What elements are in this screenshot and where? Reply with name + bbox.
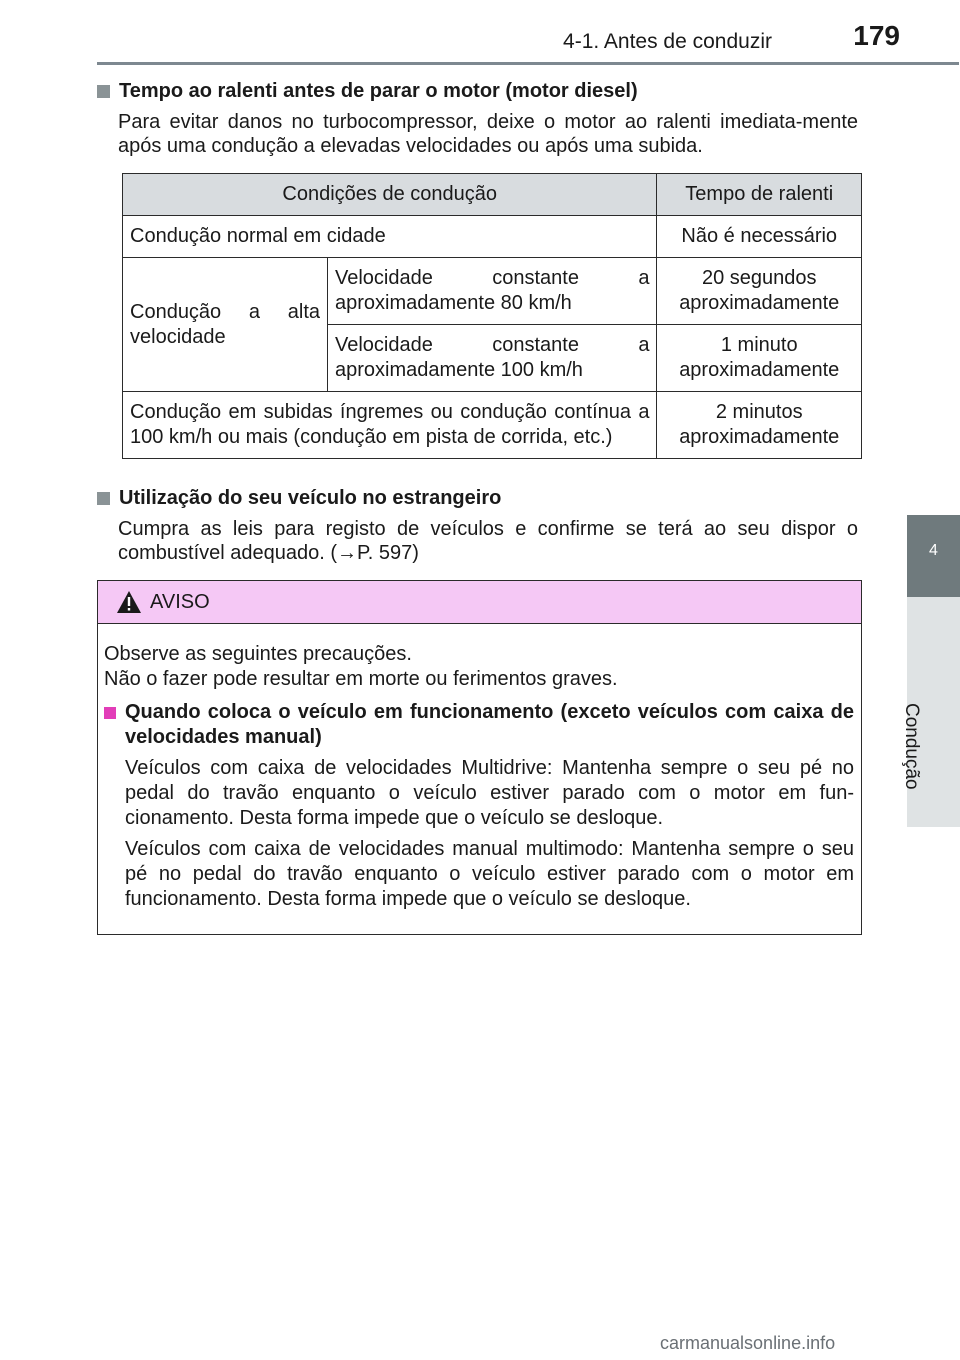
square-bullet-icon [97, 85, 110, 98]
table-cell: Condução em subidas íngremes ou condução contínua a 100 km/h ou mais (condução em pista de corrida, etc.) [123, 392, 657, 459]
table-cell: 1 minuto aproximadamente [657, 325, 862, 392]
table-cell: Condução normal em cidade [123, 216, 657, 258]
section-heading-text: Utilização do seu veículo no estrangeiro [119, 487, 502, 509]
square-bullet-icon [104, 707, 116, 719]
table-header-row [123, 174, 862, 216]
table-row [123, 216, 862, 258]
idle-time-table [122, 173, 862, 459]
table-cell: 2 minutos aproximadamente [657, 392, 862, 459]
section-heading-idle [97, 80, 638, 103]
warning-intro: Observe as seguintes precauções. [104, 643, 412, 665]
header-rule [97, 62, 959, 65]
table-cell: Velocidade constante a aproximadamente 100 km/h [328, 325, 657, 392]
warning-intro: Não o fazer pode resultar em morte ou ferimentos graves. [104, 668, 618, 690]
section-heading-text: Tempo ao ralenti antes de parar o motor (motor diesel) [119, 80, 638, 102]
square-bullet-icon [97, 492, 110, 505]
header-section-title: 4-1. Antes de conduzir [563, 30, 772, 53]
chapter-label: Condução [901, 703, 922, 790]
warning-paragraph: Veículos com caixa de velocidades manual multimodo: Mantenha sempre o seu pé no pedal do travão enquanto o veículo estiver parado com o motor em funcionamento. Desta forma impede que o veículo se desloque. [125, 838, 854, 910]
table-row [123, 258, 862, 325]
section-heading-abroad [97, 487, 501, 510]
footer-watermark: carmanualsonline.info [660, 1333, 836, 1353]
table-cell: Condução a alta velocidade [123, 258, 328, 392]
table-cell: Velocidade constante a aproximadamente 80 km/h [328, 258, 657, 325]
warning-triangle-icon [116, 590, 142, 614]
chapter-tab[interactable] [907, 515, 960, 597]
page-number: 179 [853, 20, 900, 51]
warning-header [98, 581, 861, 624]
chapter-number: 4 [929, 542, 938, 559]
warning-paragraph: Veículos com caixa de velocidades Multidrive: Mantenha sempre o seu pé no pedal do travão enquanto o veículo estiver parado com o motor em fun-cionamento. Desta forma impede que o veículo se desloque. [125, 757, 854, 829]
table-cell: 20 segundos aproximadamente [657, 258, 862, 325]
warning-box [97, 580, 862, 935]
warning-subheading [104, 700, 854, 750]
table-cell: Não é necessário [657, 216, 862, 258]
table-row [123, 392, 862, 459]
section-body-idle: Para evitar danos no turbocompressor, deixe o motor ao ralenti imediata-mente após uma condução a elevadas velocidades ou após uma subida. [118, 111, 858, 157]
warning-title: AVISO [150, 590, 210, 613]
table-header-conditions: Condições de condução [123, 174, 657, 216]
warning-subheading-text: Quando coloca o veículo em funcionamento (exceto veículos com caixa de velocidades manual) [125, 701, 854, 748]
table-header-time: Tempo de ralenti [657, 174, 862, 216]
warning-body [98, 624, 861, 912]
section-body-abroad: Cumpra as leis para registo de veículos e confirme se terá ao seu dispor o combustível adequado. (→P. 597) [118, 518, 858, 564]
